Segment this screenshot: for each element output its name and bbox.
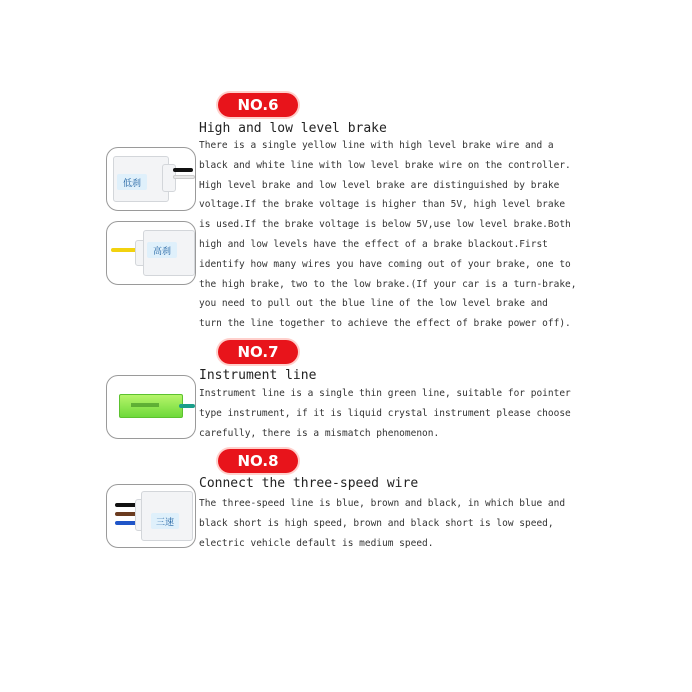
section-text-no8: [199, 494, 565, 553]
text-line: black and white line with low level brake wire on the controller.: [199, 159, 571, 171]
text-line: high and low levels have the effect of a brake blackout.First: [199, 238, 548, 250]
text-line: Instrument line is a single thin green line, suitable for pointer: [199, 388, 571, 399]
text-line: electric vehicle default is medium speed.: [199, 537, 434, 549]
white-wire: [173, 175, 195, 179]
text-line: carefully, there is a mismatch phenomenon.: [199, 427, 440, 439]
connector-tag: 低刹: [117, 174, 147, 190]
green-wire: [179, 404, 195, 408]
section-heading-no6: High and low level brake: [199, 121, 387, 136]
section-badge-no7: NO.7: [218, 340, 298, 364]
low-brake-connector-image: [106, 147, 196, 211]
section-heading-no8: Connect the three-speed wire: [199, 476, 419, 491]
green-connector-label: [131, 403, 159, 407]
text-line: black short is high speed, brown and black short is low speed,: [199, 517, 554, 529]
text-line: is used.If the brake voltage is below 5V,use low level brake.Both: [199, 219, 571, 231]
connector-tag: 三速: [151, 513, 179, 529]
text-line: you need to pull out the blue line of the low level brake and: [199, 298, 548, 310]
text-line: The three-speed line is blue, brown and black, in which blue and: [199, 498, 566, 509]
instrument-connector-image: [106, 375, 196, 439]
text-line: High level brake and low level brake are distinguished by brake: [199, 179, 560, 191]
text-line: identify how many wires you have coming out of your brake, one to: [199, 258, 571, 270]
high-brake-connector-image: [106, 221, 196, 285]
three-speed-connector-image: [106, 484, 196, 548]
black-wire: [173, 168, 193, 172]
text-line: There is a single yellow line with high level brake wire and a: [199, 140, 554, 151]
section-heading-no7: Instrument line: [199, 368, 317, 383]
text-line: type instrument, if it is liquid crystal instrument please choose: [199, 407, 571, 419]
text-line: turn the line together to achieve the effect of brake power off).: [199, 318, 571, 330]
text-line: the high brake, two to the low brake.(If your car is a turn-brake,: [199, 278, 577, 290]
section-badge-no8: NO.8: [218, 449, 298, 473]
text-line: voltage.If the brake voltage is higher than 5V, high level brake: [199, 199, 566, 211]
section-text-no6: [199, 136, 577, 334]
section-text-no7: [199, 384, 571, 443]
connector-tag: 高刹: [147, 242, 177, 258]
section-badge-no6: NO.6: [218, 93, 298, 117]
